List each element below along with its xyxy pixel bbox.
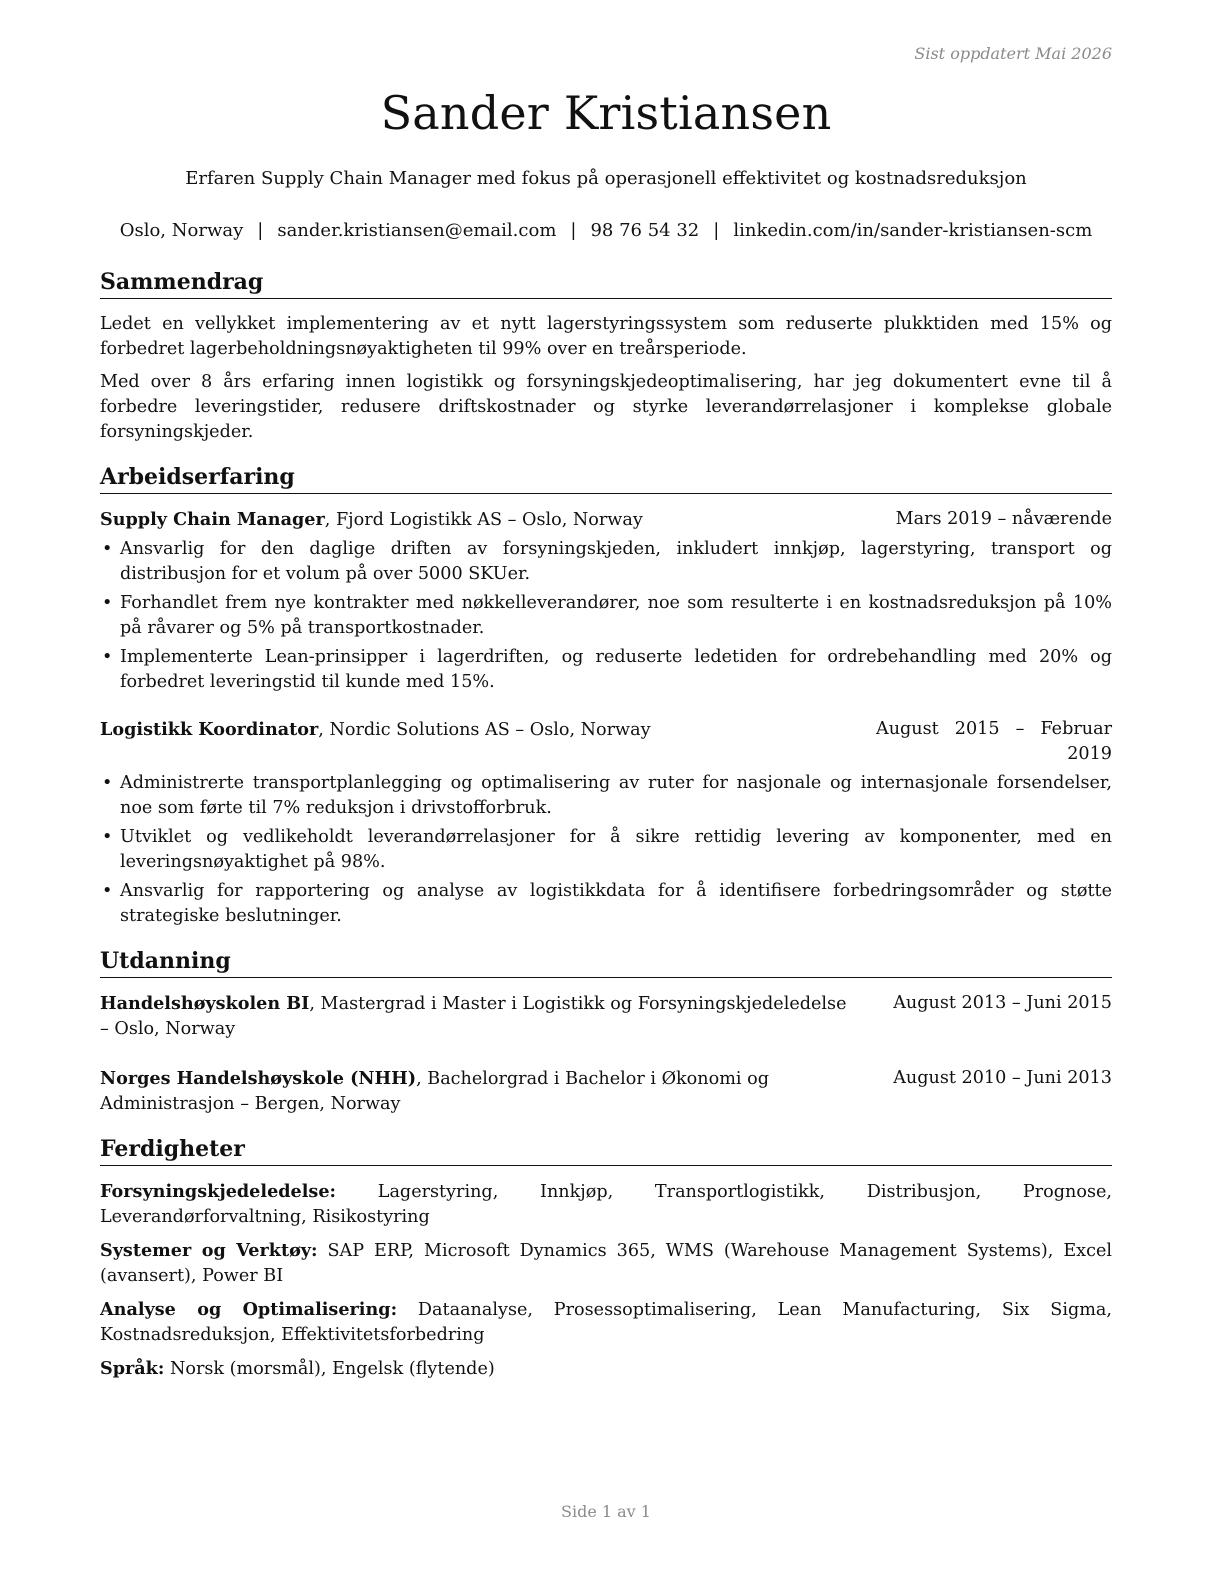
skill-group-items: Dataanalyse, Prosessoptimalisering, Lean Manufacturing, Six Sigma, Kostnadsreduksjon, Effektivitetsforbedring [100,1300,1112,1345]
skill-group-label: Språk: [100,1358,165,1379]
job-role: Logistikk Koordinator [100,719,319,740]
job-bullet-list [100,537,1112,695]
skill-group-items: Lagerstyring, Innkjøp, Transportlogistikk, Distribusjon, Prognose, Leverandørforvaltning, Risikostyring [100,1182,1112,1227]
education-dates: August 2013 – Juni 2015 [893,993,1112,1013]
summary-paragraph: Ledet en vellykket implementering av et nytt lagerstyringssystem som reduserte plukktiden med 15% og forbedret lagerbeholdningsnøyaktigheten til 99% over en treårsperiode. [100,314,1112,359]
education-school: Norges Handelshøyskole (NHH) [100,1068,417,1089]
contact-separator: | [257,220,264,241]
job-bullet: • Utviklet og vedlikeholdt leverandørrelasjoner for å sikre rettidig levering av komponenter, med en leveringsnøyaktighet på 98%. [100,825,1112,875]
skill-group-label: Systemer og Verktøy: [100,1240,318,1261]
skill-group [100,1238,1112,1289]
last-updated-note: Sist oppdatert Mai 2026 [914,44,1112,63]
contact-location: Oslo, Norway [119,220,244,241]
page-number: Side 1 av 1 [561,1502,651,1521]
job-bullet: • Implementerte Lean-prinsipper i lagerdriften, og reduserte ledetiden for ordrebehandling med 20% og forbedret leveringstid til kunde med 15%. [100,645,1112,695]
education-section [100,947,1112,1117]
job-bullet-list [100,771,1112,929]
contact-phone: 98 76 54 32 [590,220,700,241]
candidate-tagline: Erfaren Supply Chain Manager med fokus på operasjonell effektivitet og kostnadsreduksjon [185,168,1027,189]
job-header [100,717,1112,767]
summary-paragraph: Med over 8 års erfaring innen logistikk og forsyningskjedeoptimalisering, har jeg dokumentert evne til å forbedre leveringstider, redusere driftskostnader og styrke leverandørrelasjoner i komplekse globale forsyningskjeder. [100,372,1112,442]
skill-group-items: Norsk (morsmål), Engelsk (flytende) [164,1359,495,1379]
contact-separator: | [570,220,577,241]
skill-group [100,1179,1112,1230]
job-bullet: • Ansvarlig for rapportering og analyse av logistikkdata for å identifisere forbedringsområder og støtte strategiske beslutninger. [100,879,1112,929]
contact-separator: | [713,220,720,241]
education-entry [100,991,1112,1042]
contact-email[interactable]: sander.kristiansen@email.com [277,220,557,241]
resume-page [100,0,1112,1584]
job-role: Supply Chain Manager [100,509,325,530]
skills-heading: Ferdigheter [100,1135,1112,1166]
contact-line [100,220,1112,241]
job-dates: Mars 2019 – nåværende [895,509,1112,529]
education-detail: , Bachelorgrad i Bachelor i Økonomi og Administrasjon – Bergen, Norway [100,1069,769,1114]
job-company: , Nordic Solutions AS – Oslo, Norway [318,720,651,740]
education-entry [100,1066,1112,1117]
skill-group-items: SAP ERP, Microsoft Dynamics 365, WMS (Warehouse Management Systems), Excel (avansert), Power BI [100,1241,1112,1286]
summary-section [100,268,1112,445]
job-bullet: • Forhandlet frem nye kontrakter med nøkkelleverandører, noe som resulterte i en kostnadsreduksjon på 10% på råvarer og 5% på transportkostnader. [100,591,1112,641]
contact-linkedin[interactable]: linkedin.com/in/sander-kristiansen-scm [733,220,1093,241]
candidate-name: Sander Kristiansen [380,86,832,140]
job-company: , Fjord Logistikk AS – Oslo, Norway [324,510,643,530]
job-dates: August 2015 – Februar 2019 [876,719,1112,764]
job-bullet: • Administrerte transportplanlegging og optimalisering av ruter for nasjonale og internasjonale forsendelser, noe som førte til 7% reduksjon i drivstofforbruk. [100,771,1112,821]
education-detail: , Mastergrad i Master i Logistikk og Forsyningskjedeledelse – Oslo, Norway [100,994,847,1039]
education-school: Handelshøyskolen BI [100,993,310,1014]
education-heading: Utdanning [100,947,1112,978]
education-dates: August 2010 – Juni 2013 [893,1068,1112,1088]
skills-section [100,1135,1112,1382]
skill-group [100,1297,1112,1348]
experience-section [100,463,1112,929]
job-bullet: • Ansvarlig for den daglige driften av forsyningskjeden, inkludert innkjøp, lagerstyring, transport og distribusjon for et volum på over 5000 SKUer. [100,537,1112,587]
resume-content [100,268,1112,1400]
skill-group-label: Forsyningskjedeledelse: [100,1181,337,1202]
skill-group-label: Analyse og Optimalisering: [100,1299,398,1320]
job-entry [100,717,1112,929]
job-entry [100,507,1112,695]
job-header [100,507,1112,533]
skill-group [100,1356,1112,1382]
experience-heading: Arbeidserfaring [100,463,1112,494]
summary-heading: Sammendrag [100,268,1112,299]
